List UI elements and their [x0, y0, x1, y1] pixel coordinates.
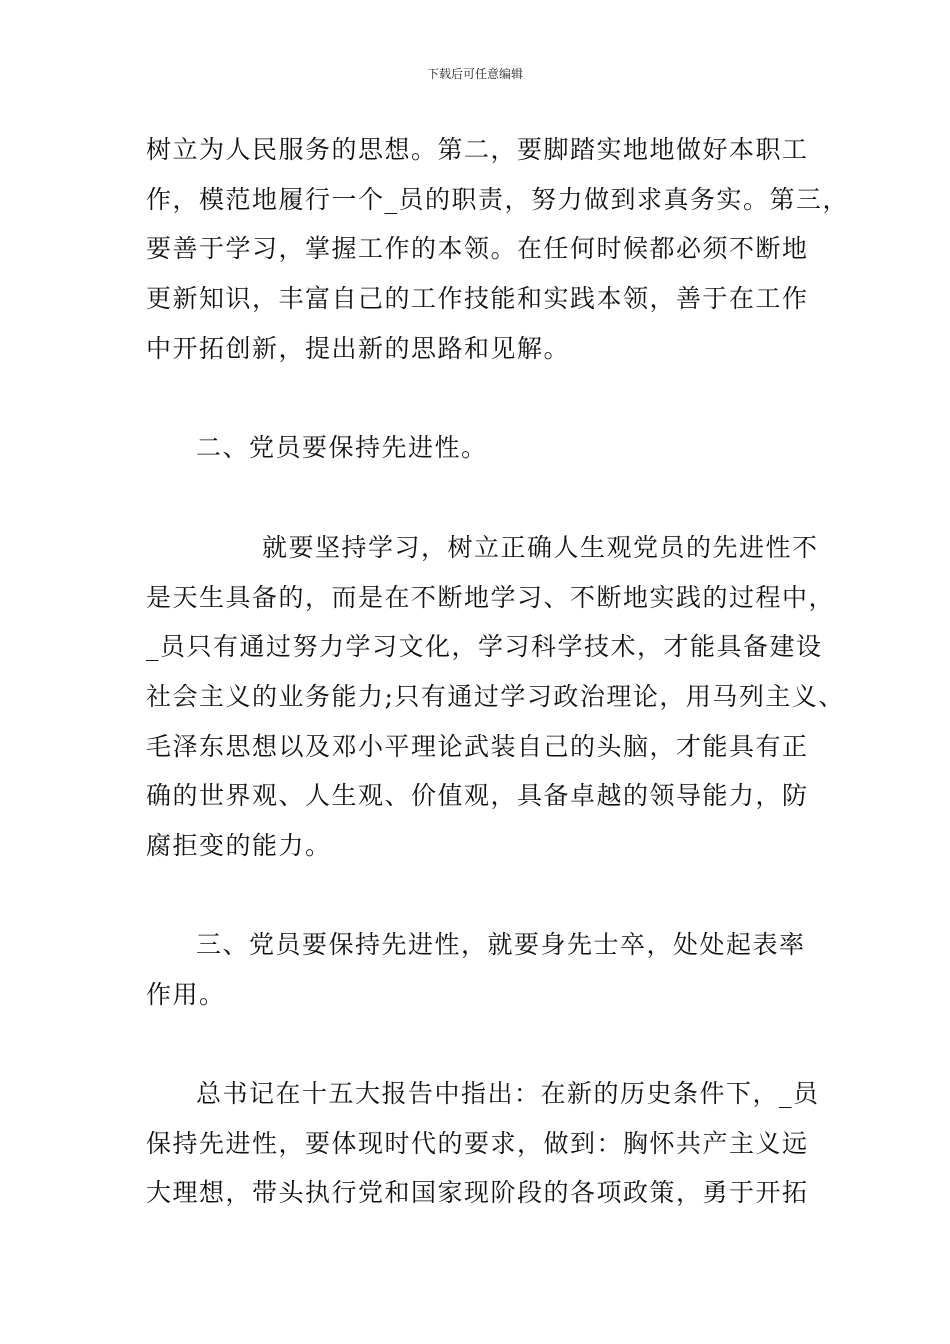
text-line: 保持先进性，要体现时代的要求，做到：胸怀共产主义远 [146, 1129, 809, 1158]
text-line: 更新知识，丰富自己的工作技能和实践本领，善于在工作 [146, 284, 809, 313]
text-line: _员只有通过努力学习文化，学习科学技术，才能具备建设 [146, 632, 823, 661]
text-line: 是天生具备的，而是在不断地学习、不断地实践的过程中， [146, 583, 836, 612]
text-line: 腐拒变的能力。 [146, 831, 332, 860]
text-line: 中开拓创新，提出新的思路和见解。 [146, 334, 571, 363]
text-line: 就要坚持学习，树立正确人生观党员的先进性不 [262, 533, 819, 562]
text-line: 作，模范地履行一个_员的职责，努力做到求真务实。第三， [146, 185, 850, 214]
section-heading: 二、党员要保持先进性。 [196, 433, 488, 462]
text-line: 确的世界观、人生观、价值观，具备卓越的领导能力，防 [146, 781, 809, 810]
text-line: 作用。 [146, 980, 226, 1009]
text-line: 要善于学习，掌握工作的本领。在任何时候都必须不断地 [146, 234, 809, 263]
page-header: 下载后可任意编辑 [426, 67, 523, 81]
section-heading: 三、党员要保持先进性，就要身先士卒，处处起表率 [196, 930, 806, 959]
text-line: 树立为人民服务的思想。第二，要脚踏实地地做好本职工 [146, 135, 809, 164]
text-line: 毛泽东思想以及邓小平理论武装自己的头脑，才能具有正 [146, 732, 809, 761]
text-line: 社会主义的业务能力;只有通过学习政治理论，用马列主义、 [146, 682, 845, 711]
text-line: 总书记在十五大报告中指出：在新的历史条件下，_员 [196, 1079, 820, 1108]
text-line: 大理想，带头执行党和国家现阶段的各项政策，勇于开拓 [146, 1178, 809, 1207]
